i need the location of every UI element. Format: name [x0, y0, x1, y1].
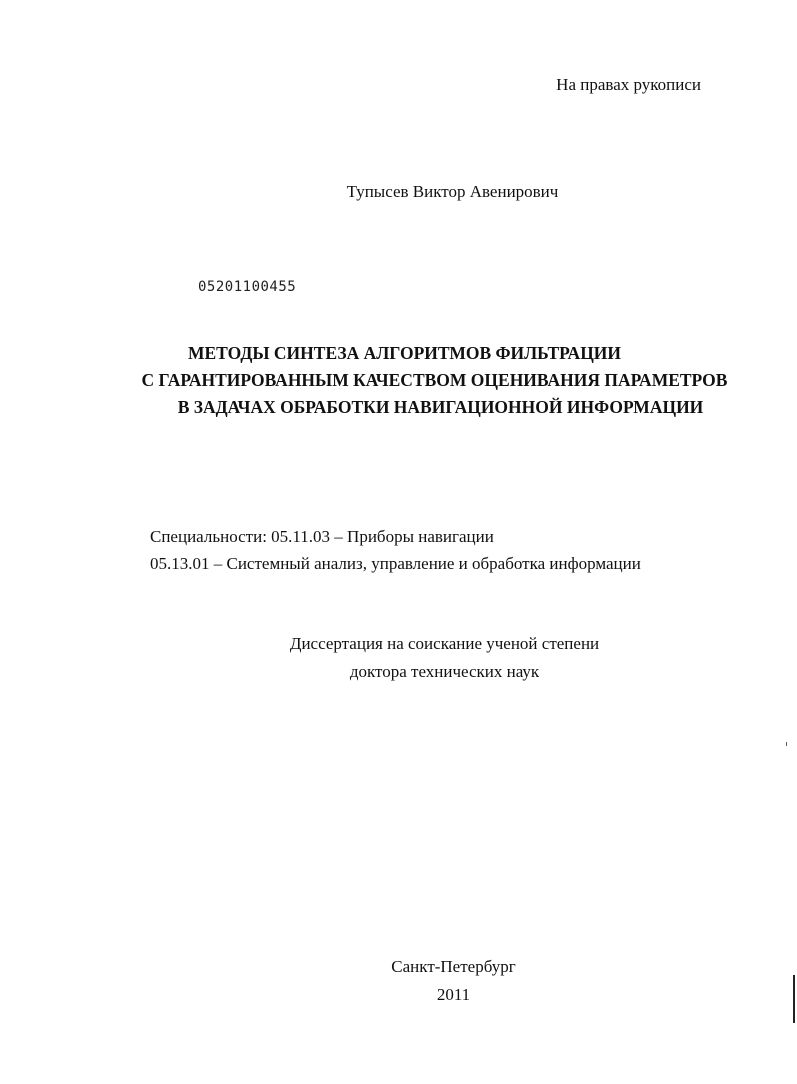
rights-note: На правах рукописи — [556, 75, 701, 94]
specialty-line-2: 05.13.01 – Системный анализ, управление и обработка информации — [150, 554, 641, 573]
scan-edge-mark — [793, 975, 795, 1023]
year: 2011 — [436, 985, 471, 1004]
registration-stamp-number: 05201100455 — [198, 279, 297, 295]
author-name: Тупысев Виктор Авенирович — [346, 182, 559, 201]
title-line-2: С ГАРАНТИРОВАННЫМ КАЧЕСТВОМ ОЦЕНИВАНИЯ ПАРАМЕТРОВ — [141, 370, 728, 390]
dissertation-degree-line-2: доктора технических наук — [349, 662, 540, 681]
title-line-3: В ЗАДАЧАХ ОБРАБОТКИ НАВИГАЦИОННОЙ ИНФОРМАЦИИ — [177, 397, 704, 417]
dissertation-degree-line-1: Диссертация на соискание ученой степени — [289, 634, 600, 653]
scan-speck — [786, 742, 787, 746]
city: Санкт-Петербург — [391, 957, 516, 976]
specialty-line-1: Специальности: 05.11.03 – Приборы навигации — [150, 527, 494, 546]
dissertation-title — [0, 340, 797, 421]
title-line-1: МЕТОДЫ СИНТЕЗА АЛГОРИТМОВ ФИЛЬТРАЦИИ — [187, 343, 622, 363]
